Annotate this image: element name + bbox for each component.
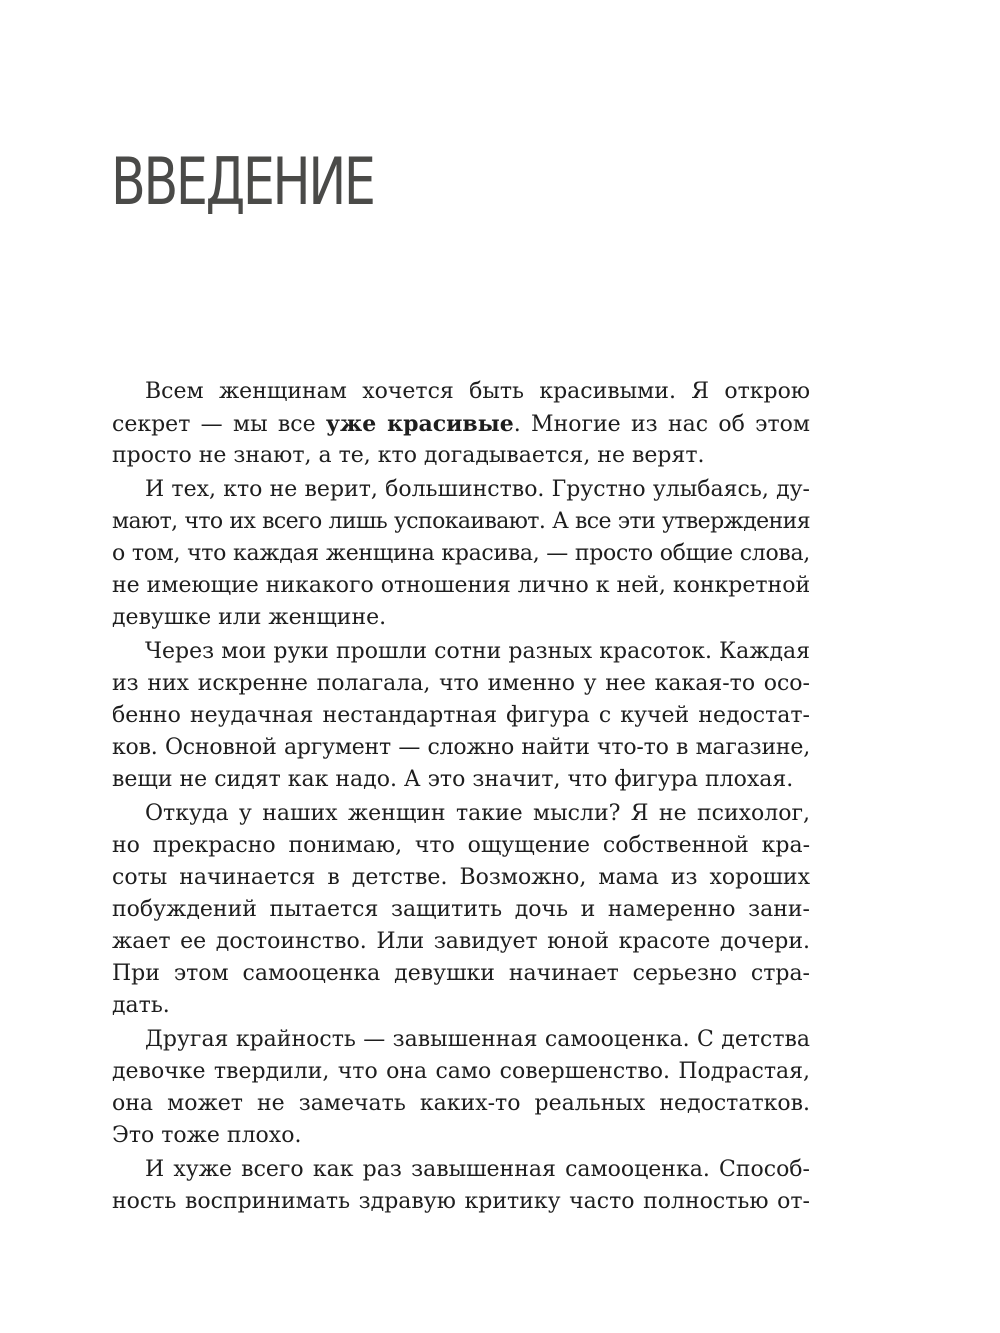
text-line: бенно неудачная нестандартная фигура с кучей недостат- [112,703,810,728]
paragraph [112,474,810,634]
chapter-title: ВВЕДЕНИЕ [111,145,374,220]
text-line: побуждений пытается защитить дочь и намеренно зани- [112,897,810,922]
text-line: Через мои руки прошли сотни разных красоток. Каждая [145,639,810,664]
text-line: И хуже всего как раз завышенная самооценка. Способ- [145,1157,810,1182]
text-line: из них искренне полагала, что именно у нее какая-то осо- [112,671,810,696]
text-line: ков. Основной аргумент — сложно найти что-то в магазине, [112,735,810,760]
paragraph [112,1154,810,1218]
text-line: девушке или женщине. [112,605,387,630]
text-line: Всем женщинам хочется быть красивыми. Я открою [145,379,810,404]
text-line: И тех, кто не верит, большинство. Грустно улыбаясь, ду- [145,477,810,502]
paragraph [112,376,810,472]
text-line: При этом самооценка девушки начинает серьезно стра- [112,961,810,986]
paragraph [112,1024,810,1152]
text-line: Откуда у наших женщин такие мысли? Я не психолог, [145,801,810,826]
text-run: . Многие из нас об этом [513,412,811,437]
text-line [112,408,810,440]
text-line: она может не замечать каких-то реальных недостатков. [112,1091,810,1116]
body-text [112,376,810,1218]
text-line: ность воспринимать здравую критику часто полностью от- [112,1189,810,1214]
text-line: дать. [112,993,170,1018]
text-line: но прекрасно понимаю, что ощущение собственной кра- [112,833,810,858]
text-line: не имеющие никакого отношения лично к ней, конкретной [112,573,811,598]
text-line: вещи не сидят как надо. А это значит, что фигура плохая. [112,767,794,792]
text-line: мают, что их всего лишь успокаивают. А все эти утверждения [112,509,810,534]
paragraph [112,636,810,796]
text-line: девочке твердили, что она само совершенство. Подрастая, [112,1059,810,1084]
text-line: о том, что каждая женщина красива, — просто общие слова, [112,541,810,566]
paragraph [112,798,810,1022]
text-line: жает ее достоинство. Или завидует юной красоте дочери. [112,929,810,954]
text-line: Это тоже плохо. [112,1123,302,1148]
bold-text: уже красивые [325,411,514,437]
text-line: Другая крайность — завышенная самооценка. С детства [145,1027,810,1052]
text-line: просто не знают, а те, кто догадывается, не верят. [112,443,705,468]
text-line: соты начинается в детстве. Возможно, мама из хороших [112,865,810,890]
text-run: секрет — мы все [112,412,326,437]
